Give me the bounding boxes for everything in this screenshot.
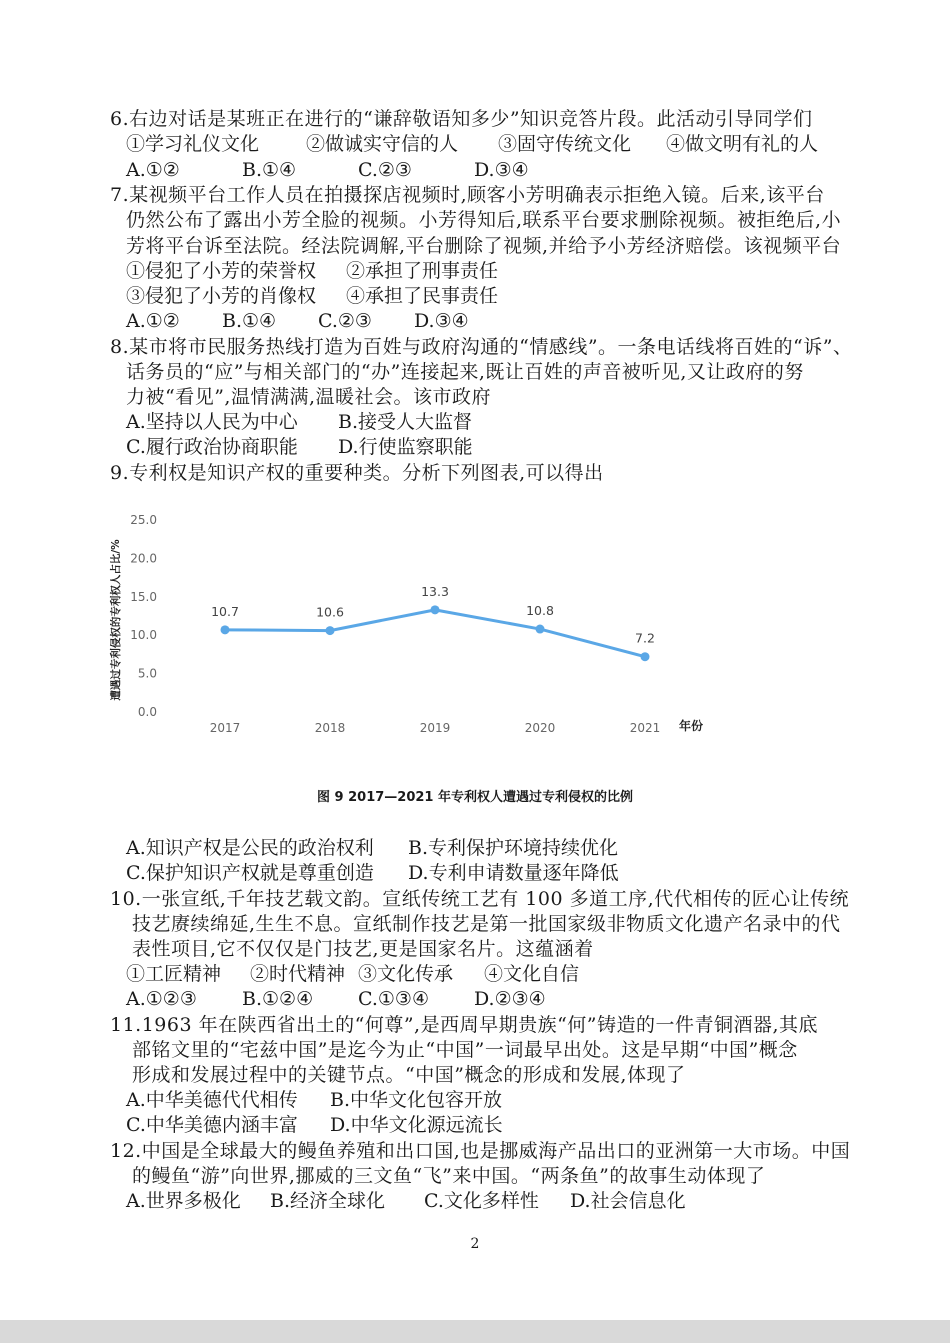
- q6-option-b: B.①④: [242, 159, 297, 181]
- q6-option-a: A.①②: [126, 159, 180, 181]
- q8-option-b: B.接受人大监督: [338, 411, 473, 433]
- q10-option-b: B.①②④: [242, 988, 314, 1010]
- data-label: 10.8: [526, 603, 554, 619]
- q7-option-d: D.③④: [414, 310, 469, 332]
- patent-chart: [105, 508, 745, 768]
- data-label: 10.6: [316, 604, 344, 620]
- x-axis-label: 年份: [679, 719, 704, 733]
- q10-item-3: ③文化传承: [358, 963, 454, 985]
- q9-option-d: D.专利申请数量逐年降低: [408, 862, 619, 884]
- x-tick-label: 2018: [314, 721, 346, 735]
- q7-stem-line-1: 7.某视频平台工作人员在拍摄探店视频时,顾客小芳明确表示拒绝入镜。后来,该平台: [110, 184, 825, 206]
- y-tick-label: 0.0: [137, 705, 157, 719]
- chart-caption: 图 9 2017—2021 年专利权人遭遇过专利侵权的比例: [317, 790, 633, 805]
- q11-option-d: D.中华文化源远流长: [330, 1114, 503, 1136]
- q6-option-c: C.②③: [358, 159, 412, 181]
- x-tick-label: 2019: [419, 721, 451, 735]
- data-label: 7.2: [635, 630, 655, 646]
- q10-item-4: ④文化自信: [484, 963, 580, 985]
- y-tick-label: 25.0: [130, 513, 157, 527]
- q12-option-c: C.文化多样性: [424, 1190, 539, 1212]
- q11-option-b: B.中华文化包容开放: [330, 1089, 503, 1111]
- q10-item-2: ②时代精神: [250, 963, 346, 985]
- data-label: 13.3: [421, 583, 449, 599]
- q12-stem-line-1: 12.中国是全球最大的鳗鱼养殖和出口国,也是挪威海产品出口的亚洲第一大市场。中国: [110, 1140, 851, 1162]
- data-point: [641, 652, 650, 661]
- q8-option-a: A.坚持以人民为中心: [126, 411, 298, 433]
- q7-item-1: ①侵犯了小芳的荣誉权: [126, 260, 317, 282]
- q10-option-c: C.①③④: [358, 988, 429, 1010]
- page-number: 2: [470, 1236, 480, 1252]
- y-tick-label: 15.0: [130, 589, 157, 604]
- q11-stem-line-2: 部铭文里的“宅兹中国”是迄今为止“中国”一词最早出处。这是早期“中国”概念: [132, 1039, 798, 1061]
- q8-stem-line-3: 力被“看见”,温情满满,温暖社会。该市政府: [126, 386, 492, 408]
- x-tick-label: 2017: [209, 721, 241, 735]
- q12-option-a: A.世界多极化: [126, 1190, 241, 1212]
- q12-option-b: B.经济全球化: [270, 1190, 386, 1212]
- x-tick-label: 2020: [524, 721, 556, 735]
- q9-stem: 9.专利权是知识产权的重要种类。分析下列图表,可以得出: [110, 462, 604, 484]
- q9-option-c: C.保护知识产权就是尊重创造: [126, 862, 374, 884]
- q7-stem-line-3: 芳将平台诉至法院。经法院调解,平台删除了视频,并给予小芳经济赔偿。该视频平台: [126, 235, 842, 257]
- data-point: [536, 625, 545, 634]
- q8-option-c: C.履行政治协商职能: [126, 436, 298, 458]
- q10-stem-line-3: 表性项目,它不仅仅是门技艺,更是国家名片。这蕴涵着: [132, 938, 594, 960]
- q7-item-2: ②承担了刑事责任: [346, 260, 499, 282]
- data-point: [326, 626, 335, 635]
- q6-stem: 6.右边对话是某班正在进行的“谦辞敬语知多少”知识竞答片段。此活动引导同学们: [110, 108, 813, 130]
- q11-option-a: A.中华美德代代相传: [126, 1089, 298, 1111]
- q12-option-d: D.社会信息化: [570, 1190, 686, 1212]
- q10-stem-line-1: 10.一张宣纸,千年技艺载文韵。宣纸传统工艺有 100 多道工序,代代相传的匠心让传统: [110, 888, 850, 910]
- q6-item-4: ④做文明有礼的人: [666, 133, 819, 155]
- q7-stem-line-2: 仍然公布了露出小芳全脸的视频。小芳得知后,联系平台要求删除视频。被拒绝后,小: [126, 209, 842, 231]
- q6-item-1: ①学习礼仪文化: [126, 133, 260, 155]
- y-tick-label: 5.0: [137, 666, 157, 681]
- data-label: 10.7: [211, 603, 239, 619]
- q9-option-a: A.知识产权是公民的政治权利: [126, 837, 374, 859]
- series-line: [225, 610, 645, 657]
- data-point: [221, 625, 230, 634]
- x-tick-label: 2021: [629, 721, 661, 735]
- q9-option-b: B.专利保护环境持续优化: [408, 837, 619, 859]
- q6-option-d: D.③④: [474, 159, 529, 181]
- q11-stem-line-3: 形成和发展过程中的关键节点。“中国”概念的形成和发展,体现了: [132, 1064, 686, 1086]
- q7-item-3: ③侵犯了小芳的肖像权: [126, 285, 317, 307]
- q10-item-1: ①工匠精神: [126, 963, 222, 985]
- q8-option-d: D.行使监察职能: [338, 436, 473, 458]
- q10-stem-line-2: 技艺赓续绵延,生生不息。宣纸制作技艺是第一批国家级非物质文化遗产名录中的代: [132, 913, 841, 935]
- q8-stem-line-1: 8.某市将市民服务热线打造为百姓与政府沟通的“情感线”。一条电话线将百姓的“诉”、: [110, 336, 853, 358]
- q11-option-c: C.中华美德内涵丰富: [126, 1114, 298, 1136]
- q10-option-a: A.①②③: [126, 988, 197, 1010]
- y-tick-label: 10.0: [130, 628, 157, 643]
- footer-bar: [0, 1320, 950, 1343]
- q7-option-c: C.②③: [318, 310, 372, 332]
- q6-item-3: ③固守传统文化: [498, 133, 632, 155]
- q6-item-2: ②做诚实守信的人: [306, 133, 459, 155]
- q11-stem-line-1: 11.1963 年在陕西省出土的“何尊”,是西周早期贵族“何”铸造的一件青铜酒器,其底: [110, 1014, 819, 1036]
- q10-option-d: D.②③④: [474, 988, 546, 1010]
- data-point: [431, 605, 440, 614]
- q8-stem-line-2: 话务员的“应”与相关部门的“办”连接起来,既让百姓的声音被听见,又让政府的努: [126, 361, 804, 383]
- y-axis-label: 遭遇过专利侵权的专利权人占比/%: [110, 539, 122, 701]
- q7-item-4: ④承担了民事责任: [346, 285, 499, 307]
- q7-option-a: A.①②: [126, 310, 180, 332]
- q12-stem-line-2: 的鳗鱼“游”向世界,挪威的三文鱼“飞”来中国。“两条鱼”的故事生动体现了: [132, 1165, 766, 1187]
- q7-option-b: B.①④: [222, 310, 277, 332]
- y-tick-label: 20.0: [130, 551, 157, 566]
- line-chart-svg: [105, 508, 745, 768]
